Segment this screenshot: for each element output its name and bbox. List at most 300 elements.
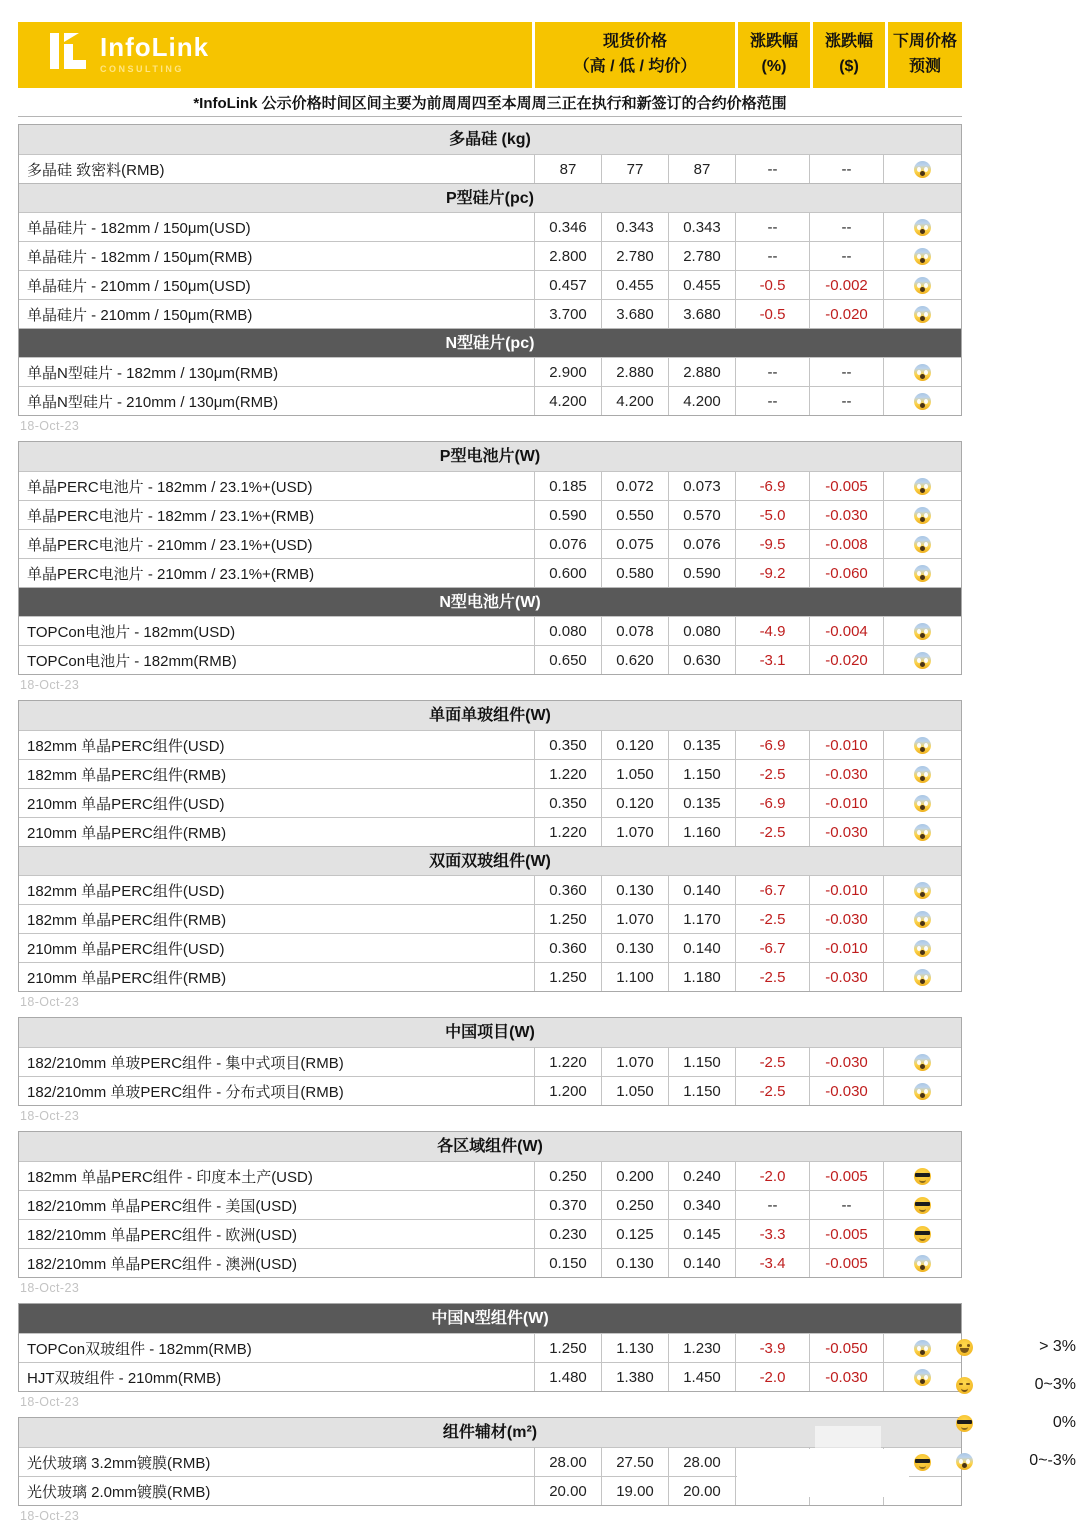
price-low: 2.880: [602, 357, 669, 386]
change-usd: -0.050: [810, 1333, 884, 1362]
forecast-cell: [884, 500, 961, 529]
price-block: [18, 700, 962, 992]
price-low: 0.550: [602, 500, 669, 529]
row-label: TOPCon双玻组件 - 182mm(RMB): [19, 1333, 535, 1362]
forecast-cell: [884, 1362, 961, 1391]
table-row: [19, 500, 961, 529]
change-usd: -0.010: [810, 788, 884, 817]
price-high: 1.250: [535, 904, 602, 933]
change-usd: -0.030: [810, 1076, 884, 1105]
row-label: 单晶N型硅片 - 210mm / 130μm(RMB): [19, 386, 535, 415]
table-row: [19, 386, 961, 415]
change-pct: -6.9: [736, 471, 810, 500]
table-row: [19, 1248, 961, 1277]
forecast-cell: [884, 471, 961, 500]
change-usd: -0.008: [810, 529, 884, 558]
price-high: 0.590: [535, 500, 602, 529]
block-date: 18-Oct-23: [20, 1509, 80, 1523]
price-low: 0.455: [602, 270, 669, 299]
price-avg: 28.00: [669, 1447, 736, 1476]
table-row: [19, 962, 961, 991]
block-date: 18-Oct-23: [20, 1109, 80, 1123]
row-label: 210mm 单晶PERC组件(RMB): [19, 962, 535, 991]
price-low: 1.050: [602, 759, 669, 788]
row-label: 182mm 单晶PERC组件(RMB): [19, 759, 535, 788]
change-usd: --: [810, 212, 884, 241]
price-low: 1.050: [602, 1076, 669, 1105]
section-header: P型硅片(pc): [19, 183, 961, 212]
change-pct: -6.7: [736, 933, 810, 962]
price-high: 0.076: [535, 529, 602, 558]
change-pct: --: [736, 241, 810, 270]
row-label: 单晶硅片 - 182mm / 150μm(USD): [19, 212, 535, 241]
change-pct: --: [736, 154, 810, 183]
price-low: 0.620: [602, 645, 669, 674]
scream-face-icon: [914, 1054, 931, 1071]
change-pct: -2.0: [736, 1362, 810, 1391]
section-header: 各区域组件(W): [19, 1132, 961, 1161]
price-low: 1.070: [602, 904, 669, 933]
table-row: [19, 1161, 961, 1190]
forecast-cell: [884, 645, 961, 674]
row-label: 182/210mm 单晶PERC组件 - 澳洲(USD): [19, 1248, 535, 1277]
section-header: 双面双玻组件(W): [19, 846, 961, 875]
section-header: N型电池片(W): [19, 587, 961, 616]
forecast-cell: [884, 558, 961, 587]
price-low: 0.343: [602, 212, 669, 241]
change-usd: -0.020: [810, 645, 884, 674]
forecast-subtitle: 预测: [908, 58, 941, 75]
forecast-cell: [884, 1333, 961, 1362]
price-low: 0.072: [602, 471, 669, 500]
row-label: 182mm 单晶PERC组件(RMB): [19, 904, 535, 933]
price-avg: 0.073: [669, 471, 736, 500]
price-high: 0.185: [535, 471, 602, 500]
change-pct: --: [736, 386, 810, 415]
price-high: 0.360: [535, 875, 602, 904]
price-avg: 1.160: [669, 817, 736, 846]
sunglasses-face-icon: [914, 1226, 931, 1243]
table-row: [19, 730, 961, 759]
price-low: 0.120: [602, 788, 669, 817]
price-high: 1.250: [535, 1333, 602, 1362]
sunglasses-face-icon: [914, 1197, 931, 1214]
table-row: [19, 529, 961, 558]
change-usd: -0.030: [810, 817, 884, 846]
table-row: [19, 212, 961, 241]
row-label: 182/210mm 单玻PERC组件 - 集中式项目(RMB): [19, 1047, 535, 1076]
change-usd-subtitle: ($): [839, 58, 859, 75]
price-block: [18, 1017, 962, 1106]
change-usd: -0.030: [810, 759, 884, 788]
change-pct: --: [736, 212, 810, 241]
spot-price-header: [535, 22, 735, 88]
sunglasses-face-icon: [914, 1454, 931, 1471]
watermark-overlay: [737, 1449, 909, 1497]
legend-label: 0~-3%: [1029, 1452, 1076, 1469]
change-usd: -0.004: [810, 616, 884, 645]
row-label: 单晶PERC电池片 - 210mm / 23.1%+(USD): [19, 529, 535, 558]
table-row: [19, 616, 961, 645]
table-row: [19, 1333, 961, 1362]
forecast-cell: [884, 730, 961, 759]
legend-item: [956, 1366, 1076, 1404]
section-header: N型硅片(pc): [19, 328, 961, 357]
price-block: [18, 1131, 962, 1278]
scream-face-icon: [914, 623, 931, 640]
section-header: 组件辅材(m²): [19, 1418, 961, 1447]
change-pct: -6.7: [736, 875, 810, 904]
row-label: 182mm 单晶PERC组件(USD): [19, 730, 535, 759]
row-label: 单晶硅片 - 210mm / 150μm(USD): [19, 270, 535, 299]
block-date: 18-Oct-23: [20, 995, 80, 1009]
price-high: 1.480: [535, 1362, 602, 1391]
forecast-cell: [884, 241, 961, 270]
change-usd: -0.030: [810, 1047, 884, 1076]
row-label: 单晶PERC电池片 - 182mm / 23.1%+(RMB): [19, 500, 535, 529]
price-high: 0.350: [535, 788, 602, 817]
table-row: [19, 1047, 961, 1076]
price-low: 19.00: [602, 1476, 669, 1505]
price-avg: 0.455: [669, 270, 736, 299]
block-date: 18-Oct-23: [20, 1395, 80, 1409]
change-pct: -3.1: [736, 645, 810, 674]
price-low: 77: [602, 154, 669, 183]
change-pct: -3.4: [736, 1248, 810, 1277]
forecast-cell: [884, 1076, 961, 1105]
change-usd: -0.030: [810, 904, 884, 933]
price-high: 1.250: [535, 962, 602, 991]
change-pct: --: [736, 357, 810, 386]
forecast-cell: [884, 529, 961, 558]
change-pct: -2.5: [736, 1076, 810, 1105]
forecast-cell: [884, 904, 961, 933]
price-high: 4.200: [535, 386, 602, 415]
change-usd: -0.010: [810, 730, 884, 759]
change-pct: -5.0: [736, 500, 810, 529]
change-pct-header: [738, 22, 810, 88]
row-label: 210mm 单晶PERC组件(USD): [19, 933, 535, 962]
table-row: [19, 357, 961, 386]
change-pct: -2.5: [736, 1047, 810, 1076]
price-note: *InfoLink 公示价格时间区间主要为前周周四至本周周三正在执行和新签订的合约价格范围: [18, 88, 962, 117]
price-avg: 1.150: [669, 1047, 736, 1076]
change-pct-title: 涨跌幅: [749, 33, 798, 51]
change-pct: -0.5: [736, 299, 810, 328]
price-low: 0.120: [602, 730, 669, 759]
scream-face-icon: [914, 565, 931, 582]
scream-face-icon: [914, 219, 931, 236]
change-usd: --: [810, 154, 884, 183]
price-low: 0.130: [602, 933, 669, 962]
table-row: [19, 933, 961, 962]
change-pct: -2.5: [736, 904, 810, 933]
row-label: 单晶N型硅片 - 182mm / 130μm(RMB): [19, 357, 535, 386]
scream-face-icon: [914, 1255, 931, 1272]
section-header: 中国N型组件(W): [19, 1304, 961, 1333]
legend-label: 0%: [1052, 1414, 1076, 1431]
price-high: 0.600: [535, 558, 602, 587]
change-usd: -0.005: [810, 1219, 884, 1248]
price-avg: 0.240: [669, 1161, 736, 1190]
change-pct: -9.5: [736, 529, 810, 558]
forecast-cell: [884, 357, 961, 386]
logo-subtitle: CONSULTING: [100, 63, 184, 74]
table-row: [19, 154, 961, 183]
block-date: 18-Oct-23: [20, 419, 80, 433]
forecast-cell: [884, 933, 961, 962]
change-usd: -0.002: [810, 270, 884, 299]
row-label: 182/210mm 单晶PERC组件 - 美国(USD): [19, 1190, 535, 1219]
forecast-cell: [884, 386, 961, 415]
table-row: [19, 1190, 961, 1219]
price-high: 87: [535, 154, 602, 183]
row-label: 182mm 单晶PERC组件(USD): [19, 875, 535, 904]
price-high: 2.900: [535, 357, 602, 386]
change-pct: -3.3: [736, 1219, 810, 1248]
price-avg: 0.590: [669, 558, 736, 587]
price-low: 1.070: [602, 817, 669, 846]
price-avg: 0.140: [669, 875, 736, 904]
change-usd: --: [810, 1190, 884, 1219]
legend-item: [956, 1328, 1076, 1366]
change-pct: -2.5: [736, 962, 810, 991]
change-pct: -0.5: [736, 270, 810, 299]
forecast-cell: [884, 616, 961, 645]
table-row: [19, 270, 961, 299]
scream-face-icon: [914, 795, 931, 812]
price-high: 0.080: [535, 616, 602, 645]
forecast-title: 下周价格: [892, 33, 957, 51]
price-low: 1.070: [602, 1047, 669, 1076]
change-usd: -0.060: [810, 558, 884, 587]
scream-face-icon: [914, 1340, 931, 1357]
price-low: 0.130: [602, 875, 669, 904]
table-row: [19, 1076, 961, 1105]
price-high: 3.700: [535, 299, 602, 328]
logo-name: InfoLink: [100, 31, 210, 62]
row-label: 单晶硅片 - 210mm / 150μm(RMB): [19, 299, 535, 328]
price-avg: 0.080: [669, 616, 736, 645]
price-high: 28.00: [535, 1447, 602, 1476]
row-label: TOPCon电池片 - 182mm(RMB): [19, 645, 535, 674]
price-avg: 2.780: [669, 241, 736, 270]
price-high: 1.220: [535, 759, 602, 788]
change-pct: -2.0: [736, 1161, 810, 1190]
forecast-cell: [884, 817, 961, 846]
section-header: 多晶硅 (kg): [19, 125, 961, 154]
price-high: 0.346: [535, 212, 602, 241]
change-pct: -6.9: [736, 788, 810, 817]
price-high: 1.220: [535, 817, 602, 846]
infolink-logo-icon: [48, 31, 90, 80]
scream-face-icon: [914, 248, 931, 265]
price-block: [18, 124, 962, 416]
scream-face-icon: [914, 393, 931, 410]
block-date: 18-Oct-23: [20, 1281, 80, 1295]
change-pct-subtitle: (%): [761, 58, 787, 75]
change-usd-title: 涨跌幅: [824, 33, 873, 51]
forecast-cell: [884, 212, 961, 241]
price-avg: 20.00: [669, 1476, 736, 1505]
spot-price-subtitle: （高 / 低 / 均价）: [573, 58, 697, 75]
price-block: [18, 1303, 962, 1392]
table-row: [19, 817, 961, 846]
price-avg: 0.570: [669, 500, 736, 529]
forecast-cell: [884, 1248, 961, 1277]
price-avg: 1.150: [669, 1076, 736, 1105]
scream-face-icon: [914, 882, 931, 899]
forecast-cell: [884, 299, 961, 328]
price-avg: 0.076: [669, 529, 736, 558]
price-low: 0.125: [602, 1219, 669, 1248]
section-header: 中国项目(W): [19, 1018, 961, 1047]
price-high: 0.650: [535, 645, 602, 674]
forecast-cell: [884, 1161, 961, 1190]
price-low: 2.780: [602, 241, 669, 270]
price-low: 1.380: [602, 1362, 669, 1391]
section-header: 单面单玻组件(W): [19, 701, 961, 730]
price-high: 0.457: [535, 270, 602, 299]
price-avg: 2.880: [669, 357, 736, 386]
forecast-cell: [884, 875, 961, 904]
row-label: 182/210mm 单晶PERC组件 - 欧洲(USD): [19, 1219, 535, 1248]
change-usd: -0.005: [810, 1248, 884, 1277]
price-avg: 0.340: [669, 1190, 736, 1219]
spot-price-title: 现货价格: [602, 33, 667, 51]
change-usd: -0.010: [810, 933, 884, 962]
block-date: 18-Oct-23: [20, 678, 80, 692]
price-avg: 0.135: [669, 730, 736, 759]
row-label: 单晶PERC电池片 - 210mm / 23.1%+(RMB): [19, 558, 535, 587]
change-usd: -0.020: [810, 299, 884, 328]
row-label: TOPCon电池片 - 182mm(USD): [19, 616, 535, 645]
change-usd: -0.005: [810, 1161, 884, 1190]
change-usd-header: [813, 22, 885, 88]
price-avg: 1.230: [669, 1333, 736, 1362]
price-low: 0.130: [602, 1248, 669, 1277]
scream-face-icon: [914, 911, 931, 928]
row-label: 光伏玻璃 2.0mm镀膜(RMB): [19, 1476, 535, 1505]
change-pct: --: [736, 1190, 810, 1219]
row-label: 多晶硅 致密料(RMB): [19, 154, 535, 183]
scream-face-icon: [914, 940, 931, 957]
price-blocks: [18, 124, 962, 1523]
forecast-cell: [884, 1219, 961, 1248]
grin-face-icon: [956, 1339, 973, 1356]
price-avg: 0.145: [669, 1219, 736, 1248]
forecast-cell: [884, 1190, 961, 1219]
row-label: HJT双玻组件 - 210mm(RMB): [19, 1362, 535, 1391]
forecast-cell: [884, 154, 961, 183]
price-high: 0.230: [535, 1219, 602, 1248]
price-avg: 0.135: [669, 788, 736, 817]
row-label: 210mm 单晶PERC组件(RMB): [19, 817, 535, 846]
table-row: [19, 875, 961, 904]
forecast-cell: [884, 788, 961, 817]
table-row: [19, 558, 961, 587]
price-avg: 1.170: [669, 904, 736, 933]
price-high: 0.360: [535, 933, 602, 962]
scream-face-icon: [914, 478, 931, 495]
scream-face-icon: [914, 364, 931, 381]
scream-face-icon: [956, 1453, 973, 1470]
price-low: 0.078: [602, 616, 669, 645]
change-pct: -4.9: [736, 616, 810, 645]
price-avg: 0.343: [669, 212, 736, 241]
scream-face-icon: [914, 766, 931, 783]
price-avg: 3.680: [669, 299, 736, 328]
row-label: 单晶PERC电池片 - 182mm / 23.1%+(USD): [19, 471, 535, 500]
section-header: P型电池片(W): [19, 442, 961, 471]
smile-face-icon: [956, 1377, 973, 1394]
price-high: 0.150: [535, 1248, 602, 1277]
change-pct: -2.5: [736, 759, 810, 788]
price-low: 3.680: [602, 299, 669, 328]
sunglasses-face-icon: [914, 1168, 931, 1185]
scream-face-icon: [914, 1369, 931, 1386]
price-high: 0.370: [535, 1190, 602, 1219]
scream-face-icon: [914, 507, 931, 524]
table-row: [19, 1362, 961, 1391]
forecast-cell: [884, 962, 961, 991]
change-pct: -2.5: [736, 817, 810, 846]
scream-face-icon: [914, 1083, 931, 1100]
price-avg: 4.200: [669, 386, 736, 415]
price-low: 0.200: [602, 1161, 669, 1190]
row-label: 182mm 单晶PERC组件 - 印度本土产(USD): [19, 1161, 535, 1190]
price-low: 4.200: [602, 386, 669, 415]
table-row: [19, 1219, 961, 1248]
price-table: [18, 22, 962, 1531]
price-high: 0.350: [535, 730, 602, 759]
forecast-cell: [884, 759, 961, 788]
scream-face-icon: [914, 737, 931, 754]
table-header: [18, 22, 962, 88]
legend-item: [956, 1404, 1076, 1442]
price-avg: 1.180: [669, 962, 736, 991]
table-row: [19, 788, 961, 817]
change-usd: -0.030: [810, 962, 884, 991]
price-avg: 0.630: [669, 645, 736, 674]
table-row: [19, 241, 961, 270]
change-usd: --: [810, 357, 884, 386]
watermark-overlay: [815, 1426, 881, 1451]
scream-face-icon: [914, 536, 931, 553]
price-block: [18, 441, 962, 675]
price-low: 0.580: [602, 558, 669, 587]
table-row: [19, 904, 961, 933]
scream-face-icon: [914, 277, 931, 294]
change-pct: -3.9: [736, 1333, 810, 1362]
row-label: 光伏玻璃 3.2mm镀膜(RMB): [19, 1447, 535, 1476]
row-label: 单晶硅片 - 182mm / 150μm(RMB): [19, 241, 535, 270]
forecast-header: [888, 22, 962, 88]
change-usd: -0.030: [810, 1362, 884, 1391]
change-usd: -0.030: [810, 500, 884, 529]
price-low: 27.50: [602, 1447, 669, 1476]
legend-item: [956, 1442, 1076, 1480]
change-usd: -0.010: [810, 875, 884, 904]
forecast-legend: [956, 1328, 1076, 1480]
scream-face-icon: [914, 652, 931, 669]
table-row: [19, 759, 961, 788]
price-avg: 0.140: [669, 1248, 736, 1277]
table-row: [19, 299, 961, 328]
price-high: 1.220: [535, 1047, 602, 1076]
table-row: [19, 471, 961, 500]
price-low: 1.100: [602, 962, 669, 991]
